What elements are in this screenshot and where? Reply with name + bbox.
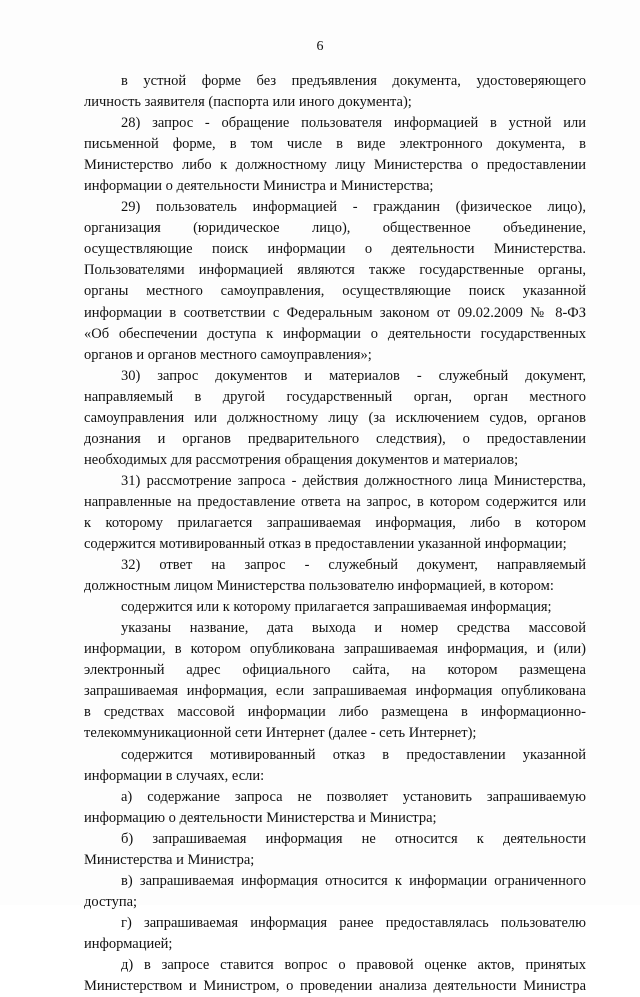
text-line: б) запрашиваемая информация не относится к деятельности [121,830,586,847]
text-line: 29) пользователь информацией - гражданин (физическое лицо), [121,199,586,216]
text-line: направляемый в другой государственный орган, орган местного [84,388,586,405]
text-line: информации о деятельности Министра и Министерства; [84,178,434,195]
text-line: телекоммуникационной сети Интернет (далее - сеть Интернет); [84,725,477,742]
text-line: дознания и органов предварительного следствия), о предоставлении [84,430,586,447]
text-line: самоуправления или должностному лицу (за исключением судов, органов [84,409,586,426]
text-line: информацией; [84,935,173,952]
text-line: Министерством и Министром, о проведении анализа деятельности Министра [84,978,586,995]
text-line: Министерства и Министра; [84,851,255,868]
text-line: содержится мотивированный отказ в предоставлении указанной информации; [84,536,567,553]
text-line: содержится или к которому прилагается запрашиваемая информация; [121,599,552,616]
text-line: Министерство либо к должностному лицу Министерства о предоставлении [84,157,586,174]
text-line: организация (юридическое лицо), общественное объединение, [84,220,586,237]
text-line: г) запрашиваемая информация ранее предоставлялась пользователю [121,914,586,931]
text-line: указаны название, дата выхода и номер средства массовой [121,620,586,637]
text-line: 32) ответ на запрос - служебный документ, направляемый [121,557,586,574]
text-line: в устной форме без предъявления документа, удостоверяющего [121,73,586,89]
text-line: «Об обеспечении доступа к информации о деятельности государственных [84,325,586,342]
text-line: электронный адрес официального сайта, на котором размещена [84,662,586,679]
text-line: информацию о деятельности Министерства и Министра; [84,809,437,826]
text-line: письменной форме, в том числе в виде электронного документа, в [84,136,586,153]
text-line: д) в запросе ставится вопрос о правовой оценке актов, принятых [121,956,586,973]
text-line: органов и органов местного самоуправления»; [84,346,372,363]
text-line: запрашиваемая информация, если запрашиваемая информация опубликована [84,683,586,700]
text-line: в средствах массовой информации либо размещена в информационно- [84,704,586,721]
document-body [84,71,586,997]
text-line: а) содержание запроса не позволяет установить запрашиваемую [121,788,586,805]
text-line: личность заявителя (паспорта или иного документа); [84,94,412,111]
text-line: должностным лицом Министерства пользователю информацией, в котором: [84,578,554,595]
text-line: 31) рассмотрение запроса - действия должностного лица Министерства, [121,472,586,489]
text-line: доступа; [84,893,138,910]
text-line: информации в случаях, если: [84,767,265,784]
text-line: 30) запрос документов и материалов - служебный документ, [121,367,586,384]
text-line: содержится мотивированный отказ в предоставлении указанной [121,746,586,763]
text-line: необходимых для рассмотрения обращения документов и материалов; [84,451,519,468]
text-line: органы местного самоуправления, осуществляющие поиск указанной [84,283,586,300]
text-line: направленные на предоставление ответа на запрос, в котором содержится или [84,493,586,510]
text-line: к которому прилагается запрашиваемая информация, либо в котором [84,514,586,531]
text-line: в) запрашиваемая информация относится к информации ограниченного [121,872,586,889]
text-line: осуществляющие поиск информации о деятельности Министерства. [84,241,586,258]
text-line: 28) запрос - обращение пользователя информацией в устной или [121,115,586,132]
page-number: 6 [316,39,324,54]
text-line: Пользователями информацией являются также государственные органы, [84,262,586,279]
text-line: информации в соответствии с Федеральным законом от 09.02.2009 № 8-ФЗ [84,304,586,321]
text-line: информации, в котором опубликована запрашиваемая информация, и (или) [84,641,586,658]
